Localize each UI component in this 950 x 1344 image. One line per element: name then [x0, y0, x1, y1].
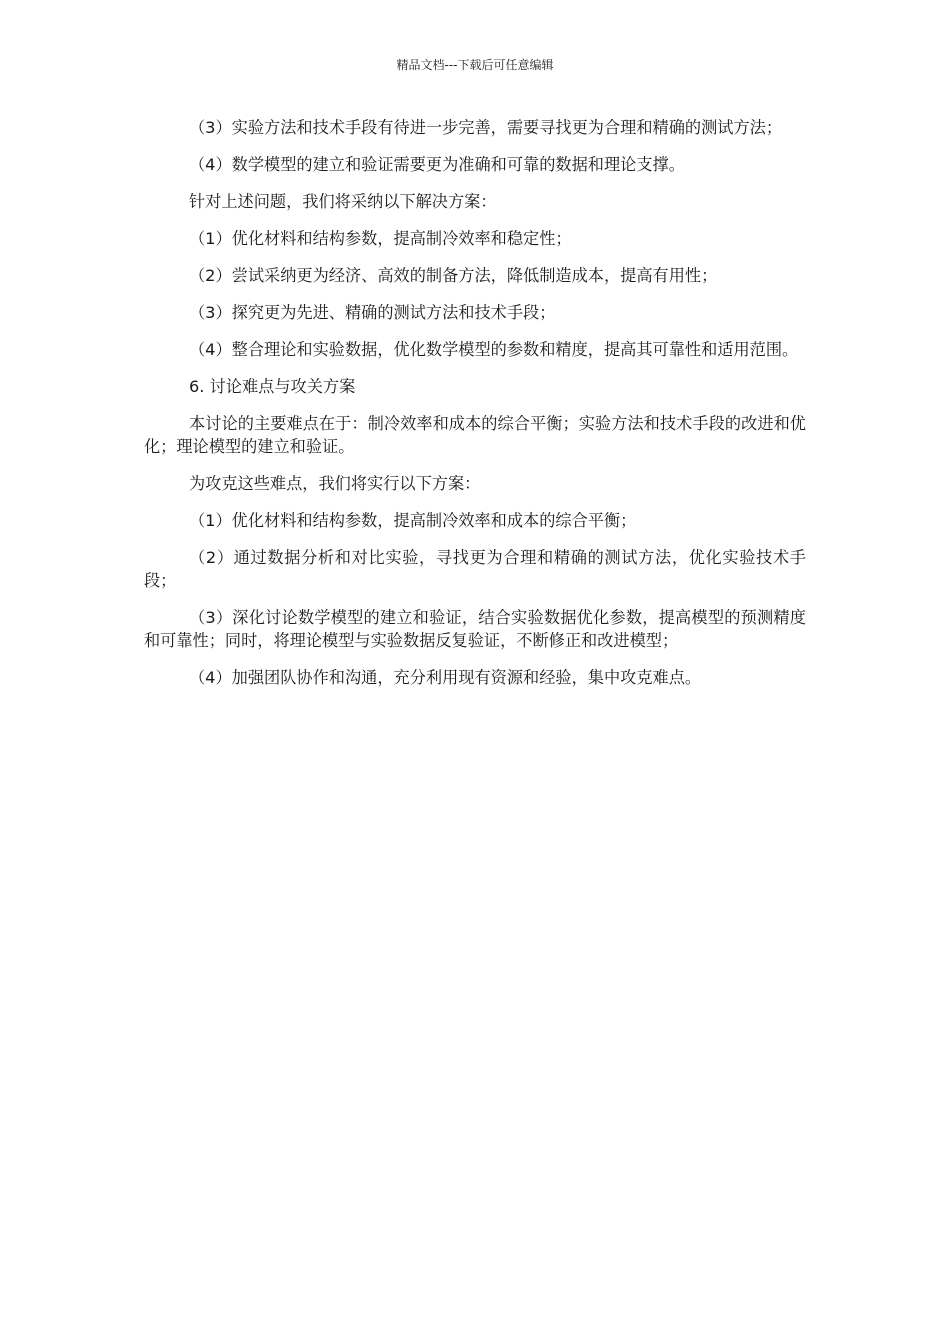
paragraph: 针对上述问题，我们将采纳以下解决方案： — [189, 192, 497, 211]
list-item: （3）探究更为先进、精确的测试方法和技术手段； — [189, 303, 556, 322]
paragraph: 本讨论的主要难点在于：制冷效率和成本的综合平衡；实验方法和技术手段的改进和优化；理论模型的建立和验证。 — [144, 414, 806, 456]
list-item: （4）整合理论和实验数据，优化数学模型的参数和精度，提高其可靠性和适用范围。 — [189, 340, 799, 359]
page-header: 精品文档---下载后可任意编辑 — [396, 58, 554, 72]
list-item: （1）优化材料和结构参数，提高制冷效率和成本的综合平衡； — [189, 511, 637, 530]
list-item: （2）尝试采纳更为经济、高效的制备方法，降低制造成本，提高有用性； — [189, 266, 718, 285]
list-item: （3）实验方法和技术手段有待进一步完善，需要寻找更为合理和精确的测试方法； — [189, 118, 783, 137]
document-body — [144, 116, 806, 703]
list-item: （2）通过数据分析和对比实验，寻找更为合理和精确的测试方法，优化实验技术手段； — [144, 548, 806, 590]
list-item: （4）数学模型的建立和验证需要更为准确和可靠的数据和理论支撑。 — [189, 155, 685, 174]
list-item: （3）深化讨论数学模型的建立和验证，结合实验数据优化参数，提高模型的预测精度和可靠性；同时，将理论模型与实验数据反复验证，不断修正和改进模型； — [144, 608, 806, 650]
list-item: （4）加强团队协作和沟通，充分利用现有资源和经验，集中攻克难点。 — [189, 668, 702, 687]
paragraph: 为攻克这些难点，我们将实行以下方案： — [189, 474, 481, 493]
section-heading: 6. 讨论难点与攻关方案 — [189, 377, 356, 396]
list-item: （1）优化材料和结构参数，提高制冷效率和稳定性； — [189, 229, 572, 248]
